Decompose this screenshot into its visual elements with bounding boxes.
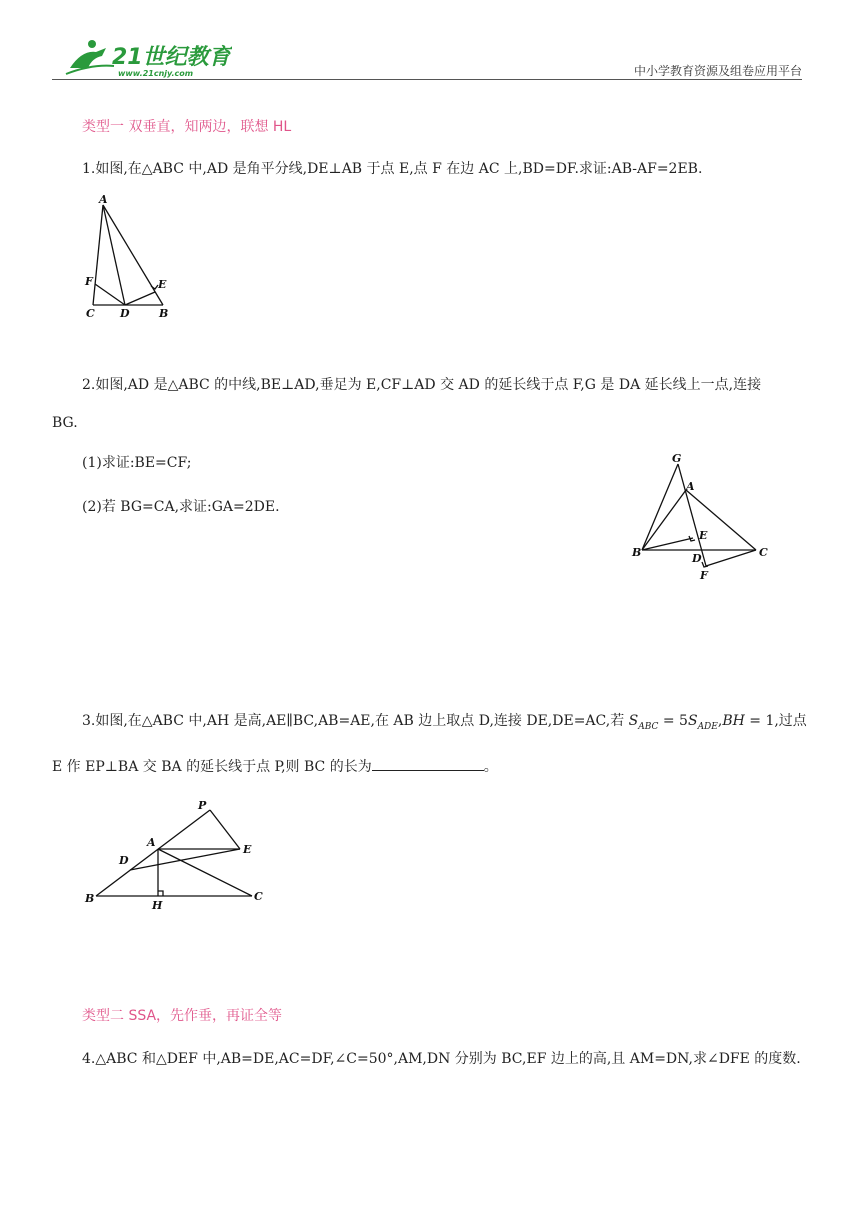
formula-eq2: = 1 <box>744 713 775 729</box>
problem-3-end: 。 <box>483 759 498 775</box>
fig3-label-h: H <box>152 899 163 912</box>
fig1-label-f: F <box>85 275 93 288</box>
platform-name: 中小学教育资源及组卷应用平台 <box>633 64 802 78</box>
fig2-label-b: B <box>632 546 642 559</box>
logo-icon <box>62 38 232 80</box>
problem-1-text: 1.如图,在△ABC 中,AD 是角平分线,DE⊥AB 于点 E,点 F 在边 AC 上,BD=DF.求证:AB-AF=2EB. <box>82 161 703 177</box>
formula-eq: = 5 <box>658 713 688 729</box>
fig3-label-c: C <box>254 890 263 903</box>
problem-3-text-line1 <box>82 712 807 736</box>
fig1-label-b: B <box>159 307 169 320</box>
section-title-1: 类型一 双垂直，知两边，联想 HL <box>82 119 292 135</box>
problem-3-text-line2 <box>52 758 498 776</box>
problem-3-text-start: 3.如图,在△ABC 中,AH 是高,AE∥BC,AB=AE,在 AB 边上取点 D,连接 DE,DE=AC,若 <box>82 713 625 729</box>
formula-comma: , <box>717 713 723 729</box>
problem-2-part-2: (2)若 BG=CA,求证:GA=2DE. <box>82 499 280 515</box>
fig2-label-g: G <box>672 452 682 465</box>
figure-3 <box>82 798 272 916</box>
problem-4-text: 4.△ABC 和△DEF 中,AB=DE,AC=DF,∠C=50°,AM,DN 分别为 BC,EF 边上的高,且 AM=DN,求∠DFE 的度数. <box>82 1051 801 1067</box>
fig2-label-d: D <box>692 552 702 565</box>
fig2-label-c: C <box>759 546 768 559</box>
fig3-label-a: A <box>147 836 156 849</box>
fig1-label-a: A <box>99 193 108 206</box>
logo-main-text: 21世纪教育 <box>112 45 231 70</box>
problem-3-text-after: ,过点 <box>774 713 807 729</box>
problem-3-question: E 作 EP⊥BA 交 BA 的延长线于点 P,则 BC 的长为 <box>52 759 372 775</box>
fig3-label-p: P <box>198 799 207 812</box>
fig1-label-d: D <box>120 307 130 320</box>
logo <box>62 38 232 80</box>
fig3-label-b: B <box>85 892 95 905</box>
problem-2-text-line2: BG. <box>52 415 78 431</box>
fig1-label-e: E <box>158 278 167 291</box>
formula-sub1: ABC <box>638 721 659 732</box>
fig3-label-d: D <box>119 854 129 867</box>
formula-sub2: ADE <box>697 721 718 732</box>
fig2-label-a: A <box>686 480 695 493</box>
formula-bh: BH <box>722 713 745 729</box>
problem-2-part-1: (1)求证:BE=CF; <box>82 455 192 471</box>
fig3-label-e: E <box>243 843 252 856</box>
answer-blank[interactable] <box>372 758 484 771</box>
formula-s1: S <box>628 713 639 729</box>
formula-s2: S <box>687 713 698 729</box>
logo-sub-text: www.21cnjy.com <box>118 69 194 78</box>
fig1-label-c: C <box>86 307 95 320</box>
fig2-label-e: E <box>699 529 708 542</box>
figure-1 <box>80 192 180 324</box>
problem-2-text-line1: 2.如图,AD 是△ABC 的中线,BE⊥AD,垂足为 E,CF⊥AD 交 AD 的延长线于点 F,G 是 DA 延长线上一点,连接 <box>82 377 762 393</box>
figure-2 <box>626 446 776 584</box>
section-title-2: 类型二 SSA，先作垂，再证全等 <box>82 1008 283 1024</box>
fig2-label-f: F <box>700 569 708 582</box>
header-divider <box>52 79 802 80</box>
